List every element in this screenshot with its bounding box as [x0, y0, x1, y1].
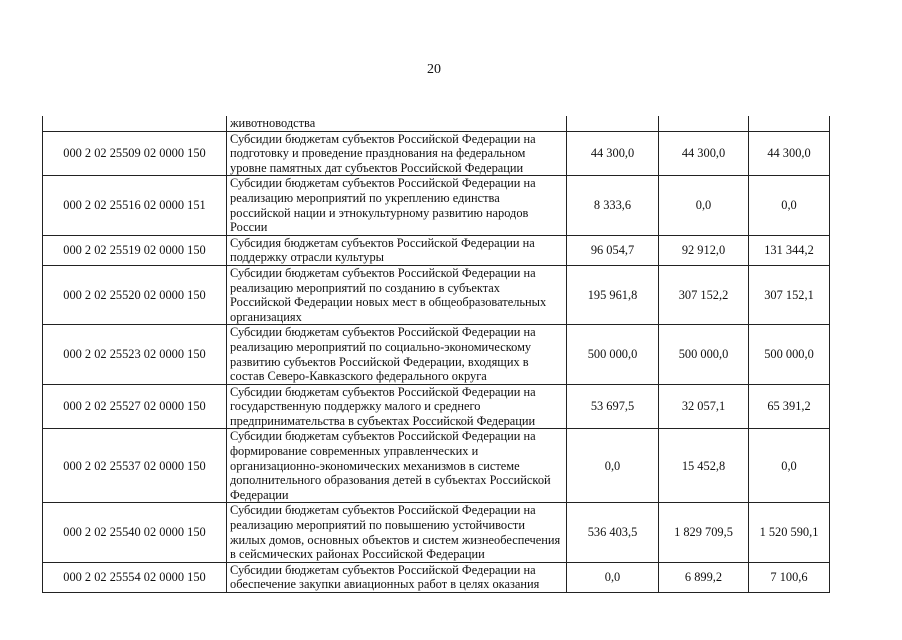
budget-code-cell: 000 2 02 25523 02 0000 150 — [43, 325, 227, 384]
table-row — [43, 325, 830, 384]
amount-cell-2: 44 300,0 — [659, 131, 749, 176]
table-row — [43, 384, 830, 429]
description-cell: Субсидии бюджетам субъектов Российской Федерации на реализацию мероприятий по укреплению единства российской нации и этнокультурному развитию народов России — [227, 176, 567, 235]
code-cell — [43, 116, 227, 131]
amount-cell-3: 65 391,2 — [749, 384, 830, 429]
amount-cell-2: 6 899,2 — [659, 562, 749, 592]
description-cell: Субсидии бюджетам субъектов Российской Федерации на реализацию мероприятий по социально-экономическому развитию субъектов Российской Федерации, входящих в состав Северо-Кавказского федерального округа — [227, 325, 567, 384]
amount-cell-1: 536 403,5 — [567, 503, 659, 562]
amount-cell-1: 53 697,5 — [567, 384, 659, 429]
table-row — [43, 429, 830, 503]
amount-cell-3: 0,0 — [749, 429, 830, 503]
description-cell: Субсидии бюджетам субъектов Российской Федерации на обеспечение закупки авиационных работ в целях оказания — [227, 562, 567, 592]
amount-cell-1: 96 054,7 — [567, 235, 659, 265]
amount-cell-3: 307 152,1 — [749, 265, 830, 324]
amount-cell-3: 1 520 590,1 — [749, 503, 830, 562]
amount-cell-1: 8 333,6 — [567, 176, 659, 235]
budget-code-cell: 000 2 02 25554 02 0000 150 — [43, 562, 227, 592]
amount-cell-3: 0,0 — [749, 176, 830, 235]
description-cell: Субсидии бюджетам субъектов Российской Федерации на реализацию мероприятий по созданию в субъектах Российской Федерации новых мест в общеобразовательных организациях — [227, 265, 567, 324]
value-cell-3 — [749, 116, 830, 131]
amount-cell-3: 7 100,6 — [749, 562, 830, 592]
table-row — [43, 562, 830, 592]
amount-cell-2: 307 152,2 — [659, 265, 749, 324]
amount-cell-1: 44 300,0 — [567, 131, 659, 176]
table-row — [43, 176, 830, 235]
budget-code-cell: 000 2 02 25509 02 0000 150 — [43, 131, 227, 176]
amount-cell-1: 0,0 — [567, 429, 659, 503]
amount-cell-1: 0,0 — [567, 562, 659, 592]
amount-cell-2: 15 452,8 — [659, 429, 749, 503]
amount-cell-2: 32 057,1 — [659, 384, 749, 429]
budget-code-cell: 000 2 02 25520 02 0000 150 — [43, 265, 227, 324]
amount-cell-1: 500 000,0 — [567, 325, 659, 384]
budget-code-cell: 000 2 02 25540 02 0000 150 — [43, 503, 227, 562]
value-cell-1 — [567, 116, 659, 131]
budget-code-cell: 000 2 02 25516 02 0000 151 — [43, 176, 227, 235]
amount-cell-2: 1 829 709,5 — [659, 503, 749, 562]
amount-cell-2: 500 000,0 — [659, 325, 749, 384]
amount-cell-3: 131 344,2 — [749, 235, 830, 265]
description-cell: Субсидии бюджетам субъектов Российской Федерации на подготовку и проведение празднования на федеральном уровне памятных дат субъектов Российской Федерации — [227, 131, 567, 176]
description-cell: Субсидия бюджетам субъектов Российской Федерации на поддержку отрасли культуры — [227, 235, 567, 265]
amount-cell-2: 92 912,0 — [659, 235, 749, 265]
amount-cell-2: 0,0 — [659, 176, 749, 235]
amount-cell-3: 44 300,0 — [749, 131, 830, 176]
budget-table-body — [43, 116, 830, 593]
table-row-continuation — [43, 116, 830, 131]
amount-cell-3: 500 000,0 — [749, 325, 830, 384]
description-cell: Субсидии бюджетам субъектов Российской Федерации на формирование современных управленческих и организационно-экономических механизмов в системе дополнительного образования детей в субъектах Российской Федерации — [227, 429, 567, 503]
description-cell: Субсидии бюджетам субъектов Российской Федерации на государственную поддержку малого и среднего предпринимательства в субъектах Российской Федерации — [227, 384, 567, 429]
budget-code-cell: 000 2 02 25537 02 0000 150 — [43, 429, 227, 503]
page-number: 20 — [427, 62, 441, 77]
budget-table — [42, 116, 830, 593]
table-row — [43, 235, 830, 265]
table-row — [43, 131, 830, 176]
continuation-text: животноводства — [227, 116, 567, 131]
table-row — [43, 503, 830, 562]
amount-cell-1: 195 961,8 — [567, 265, 659, 324]
description-cell: Субсидии бюджетам субъектов Российской Федерации на реализацию мероприятий по повышению устойчивости жилых домов, основных объектов и систем жизнеобеспечения в сейсмических районах Российской Федерации — [227, 503, 567, 562]
table-row — [43, 265, 830, 324]
budget-code-cell: 000 2 02 25527 02 0000 150 — [43, 384, 227, 429]
budget-code-cell: 000 2 02 25519 02 0000 150 — [43, 235, 227, 265]
value-cell-2 — [659, 116, 749, 131]
